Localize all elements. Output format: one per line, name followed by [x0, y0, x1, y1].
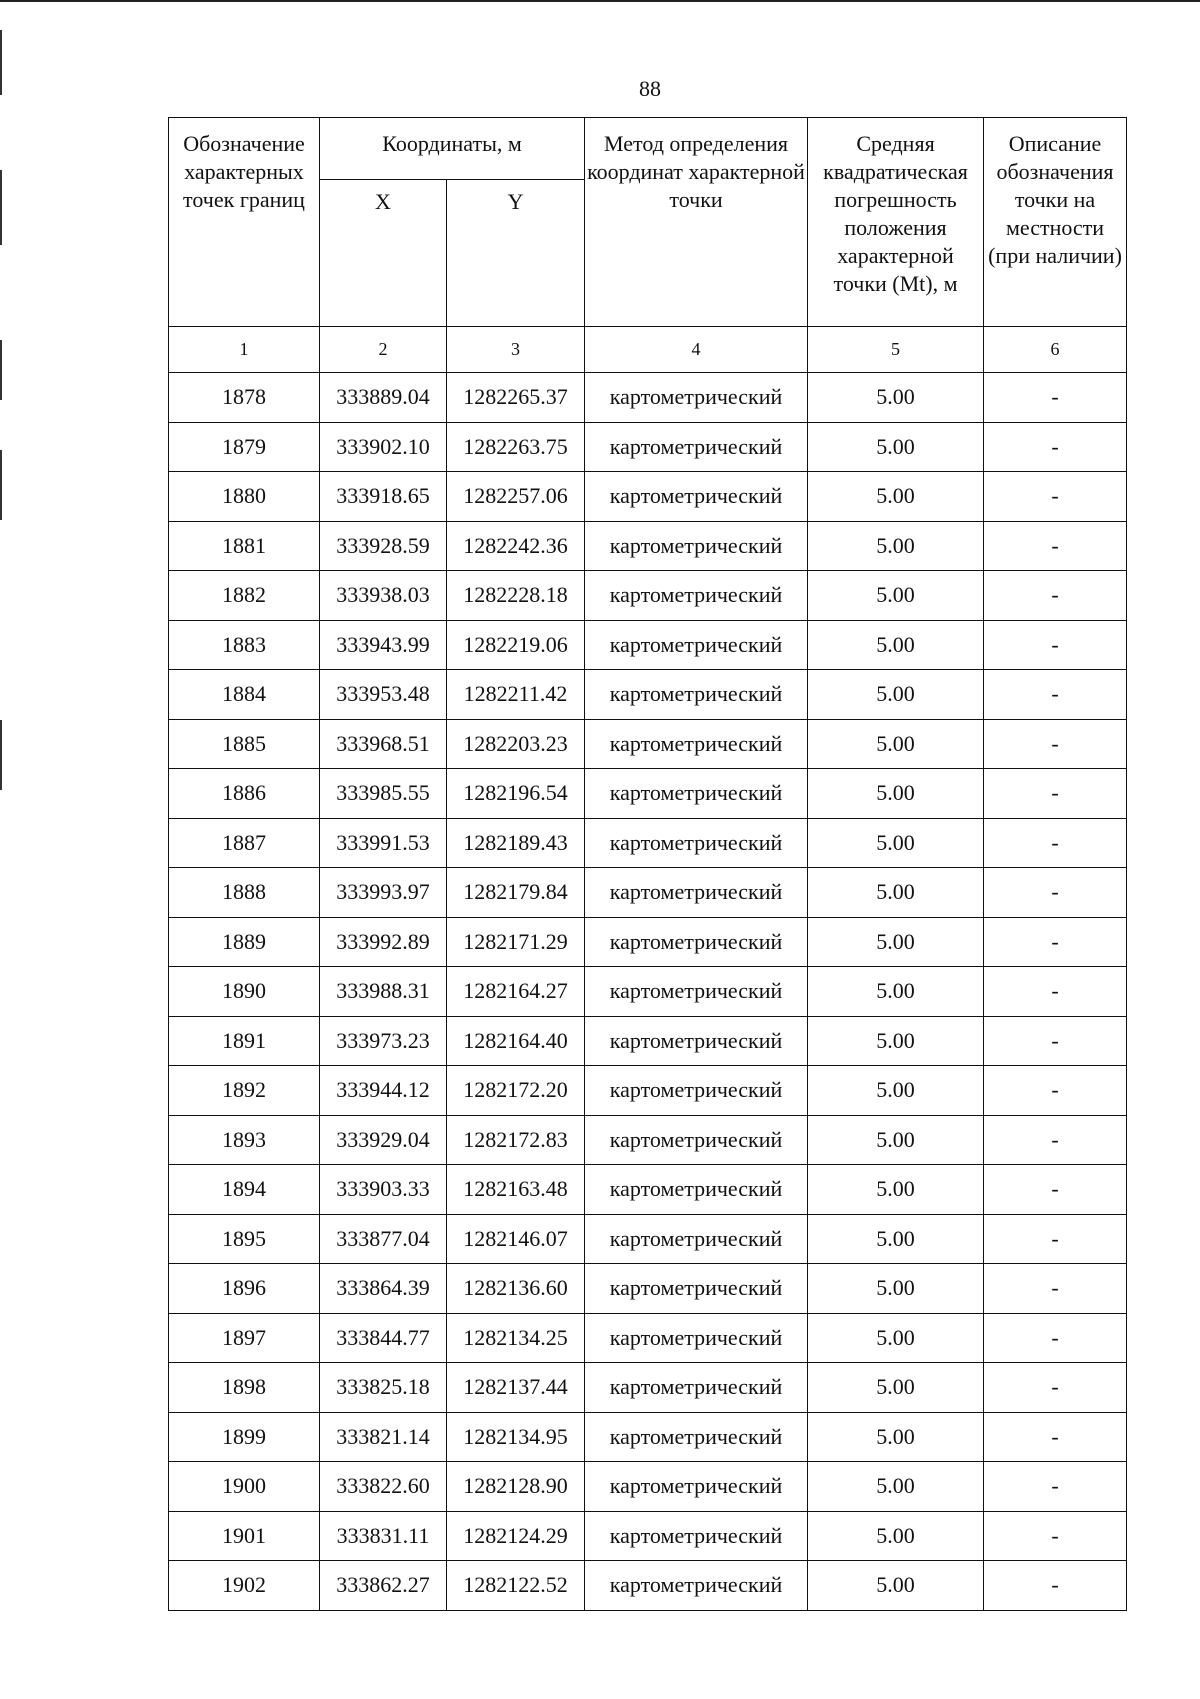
cell-y: 1282189.43 — [447, 818, 585, 868]
cell-x: 333831.11 — [320, 1511, 447, 1561]
cell-y: 1282136.60 — [447, 1264, 585, 1314]
cell-description: - — [984, 1313, 1127, 1363]
cell-point: 1902 — [169, 1561, 320, 1611]
column-number: 6 — [984, 327, 1127, 373]
cell-y: 1282128.90 — [447, 1462, 585, 1512]
table-row — [169, 670, 1127, 720]
table-row — [169, 1214, 1127, 1264]
cell-description: - — [984, 670, 1127, 720]
cell-point: 1891 — [169, 1016, 320, 1066]
cell-error: 5.00 — [808, 1115, 984, 1165]
table-row — [169, 472, 1127, 522]
cell-x: 333992.89 — [320, 917, 447, 967]
table-row — [169, 967, 1127, 1017]
cell-point: 1899 — [169, 1412, 320, 1462]
cell-y: 1282134.25 — [447, 1313, 585, 1363]
table-row — [169, 521, 1127, 571]
cell-y: 1282179.84 — [447, 868, 585, 918]
cell-method: картометрический — [585, 472, 808, 522]
header-method: Метод определения координат характерной точки — [585, 118, 808, 327]
table-row — [169, 620, 1127, 670]
cell-description: - — [984, 719, 1127, 769]
cell-error: 5.00 — [808, 818, 984, 868]
cell-point: 1892 — [169, 1066, 320, 1116]
cell-method: картометрический — [585, 1214, 808, 1264]
cell-point: 1901 — [169, 1511, 320, 1561]
column-number-row — [169, 327, 1127, 373]
cell-method: картометрический — [585, 917, 808, 967]
cell-method: картометрический — [585, 422, 808, 472]
cell-error: 5.00 — [808, 769, 984, 819]
table-body — [169, 373, 1127, 1611]
cell-point: 1890 — [169, 967, 320, 1017]
page-number: 88 — [639, 76, 661, 101]
column-number: 3 — [447, 327, 585, 373]
cell-error: 5.00 — [808, 472, 984, 522]
cell-description: - — [984, 917, 1127, 967]
column-number: 2 — [320, 327, 447, 373]
cell-x: 333844.77 — [320, 1313, 447, 1363]
cell-y: 1282211.42 — [447, 670, 585, 720]
cell-description: - — [984, 769, 1127, 819]
cell-method: картометрический — [585, 571, 808, 621]
cell-error: 5.00 — [808, 1016, 984, 1066]
cell-error: 5.00 — [808, 1412, 984, 1462]
column-number: 1 — [169, 327, 320, 373]
cell-x: 333825.18 — [320, 1363, 447, 1413]
cell-x: 333993.97 — [320, 868, 447, 918]
table-row — [169, 1066, 1127, 1116]
cell-x: 333943.99 — [320, 620, 447, 670]
cell-description: - — [984, 1016, 1127, 1066]
cell-method: картометрический — [585, 1561, 808, 1611]
cell-y: 1282265.37 — [447, 373, 585, 423]
cell-y: 1282122.52 — [447, 1561, 585, 1611]
cell-y: 1282263.75 — [447, 422, 585, 472]
cell-description: - — [984, 818, 1127, 868]
cell-description: - — [984, 571, 1127, 621]
header-x: X — [320, 180, 447, 327]
cell-error: 5.00 — [808, 620, 984, 670]
cell-description: - — [984, 472, 1127, 522]
cell-x: 333929.04 — [320, 1115, 447, 1165]
cell-x: 333918.65 — [320, 472, 447, 522]
cell-error: 5.00 — [808, 1511, 984, 1561]
cell-point: 1897 — [169, 1313, 320, 1363]
table-row — [169, 1016, 1127, 1066]
cell-error: 5.00 — [808, 1214, 984, 1264]
cell-method: картометрический — [585, 868, 808, 918]
cell-x: 333902.10 — [320, 422, 447, 472]
cell-y: 1282196.54 — [447, 769, 585, 819]
column-number: 4 — [585, 327, 808, 373]
cell-description: - — [984, 422, 1127, 472]
cell-method: картометрический — [585, 1016, 808, 1066]
cell-y: 1282164.27 — [447, 967, 585, 1017]
cell-y: 1282203.23 — [447, 719, 585, 769]
cell-x: 333985.55 — [320, 769, 447, 819]
cell-point: 1878 — [169, 373, 320, 423]
cell-y: 1282137.44 — [447, 1363, 585, 1413]
cell-error: 5.00 — [808, 1363, 984, 1413]
cell-description: - — [984, 868, 1127, 918]
cell-description: - — [984, 373, 1127, 423]
table-row — [169, 868, 1127, 918]
table-row — [169, 917, 1127, 967]
cell-method: картометрический — [585, 373, 808, 423]
header-y: Y — [447, 180, 585, 327]
cell-y: 1282146.07 — [447, 1214, 585, 1264]
cell-point: 1883 — [169, 620, 320, 670]
table-row — [169, 422, 1127, 472]
cell-x: 333877.04 — [320, 1214, 447, 1264]
table-row — [169, 1313, 1127, 1363]
cell-x: 333862.27 — [320, 1561, 447, 1611]
cell-y: 1282257.06 — [447, 472, 585, 522]
cell-error: 5.00 — [808, 373, 984, 423]
cell-point: 1882 — [169, 571, 320, 621]
cell-point: 1895 — [169, 1214, 320, 1264]
cell-method: картометрический — [585, 1412, 808, 1462]
cell-method: картометрический — [585, 1462, 808, 1512]
cell-description: - — [984, 967, 1127, 1017]
table-row — [169, 1363, 1127, 1413]
cell-point: 1887 — [169, 818, 320, 868]
cell-x: 333991.53 — [320, 818, 447, 868]
cell-description: - — [984, 1561, 1127, 1611]
cell-method: картометрический — [585, 620, 808, 670]
cell-description: - — [984, 1214, 1127, 1264]
cell-method: картометрический — [585, 719, 808, 769]
column-number: 5 — [808, 327, 984, 373]
cell-x: 333928.59 — [320, 521, 447, 571]
cell-x: 333973.23 — [320, 1016, 447, 1066]
scan-mark — [0, 340, 2, 400]
cell-error: 5.00 — [808, 1462, 984, 1512]
cell-method: картометрический — [585, 769, 808, 819]
header-coordinates: Координаты, м — [320, 118, 585, 180]
cell-error: 5.00 — [808, 868, 984, 918]
cell-description: - — [984, 521, 1127, 571]
cell-x: 333821.14 — [320, 1412, 447, 1462]
cell-method: картометрический — [585, 670, 808, 720]
cell-x: 333968.51 — [320, 719, 447, 769]
cell-error: 5.00 — [808, 917, 984, 967]
cell-method: картометрический — [585, 1115, 808, 1165]
cell-error: 5.00 — [808, 1561, 984, 1611]
scan-mark — [0, 170, 2, 245]
cell-y: 1282228.18 — [447, 571, 585, 621]
table-row — [169, 1561, 1127, 1611]
cell-point: 1893 — [169, 1115, 320, 1165]
cell-y: 1282219.06 — [447, 620, 585, 670]
cell-error: 5.00 — [808, 1313, 984, 1363]
cell-description: - — [984, 1363, 1127, 1413]
header-point: Обозначение характерных точек границ — [169, 118, 320, 327]
table-row — [169, 818, 1127, 868]
cell-point: 1900 — [169, 1462, 320, 1512]
cell-description: - — [984, 1511, 1127, 1561]
cell-point: 1884 — [169, 670, 320, 720]
cell-description: - — [984, 1264, 1127, 1314]
table-row — [169, 1462, 1127, 1512]
cell-point: 1881 — [169, 521, 320, 571]
cell-error: 5.00 — [808, 719, 984, 769]
cell-x: 333903.33 — [320, 1165, 447, 1215]
cell-y: 1282163.48 — [447, 1165, 585, 1215]
cell-point: 1894 — [169, 1165, 320, 1215]
table-row — [169, 1412, 1127, 1462]
cell-x: 333822.60 — [320, 1462, 447, 1512]
cell-method: картометрический — [585, 1066, 808, 1116]
cell-error: 5.00 — [808, 670, 984, 720]
cell-point: 1885 — [169, 719, 320, 769]
cell-y: 1282172.20 — [447, 1066, 585, 1116]
cell-y: 1282134.95 — [447, 1412, 585, 1462]
cell-error: 5.00 — [808, 967, 984, 1017]
scan-edge — [0, 0, 1200, 2]
header-error: Средняя квадратическая погрешность положения характерной точки (Mt), м — [808, 118, 984, 327]
cell-error: 5.00 — [808, 1066, 984, 1116]
cell-method: картометрический — [585, 1363, 808, 1413]
cell-y: 1282171.29 — [447, 917, 585, 967]
cell-point: 1888 — [169, 868, 320, 918]
cell-y: 1282124.29 — [447, 1511, 585, 1561]
table-row — [169, 1115, 1127, 1165]
cell-description: - — [984, 1115, 1127, 1165]
cell-y: 1282164.40 — [447, 1016, 585, 1066]
cell-description: - — [984, 1165, 1127, 1215]
cell-error: 5.00 — [808, 1165, 984, 1215]
cell-description: - — [984, 1412, 1127, 1462]
scan-mark — [0, 720, 2, 790]
cell-x: 333938.03 — [320, 571, 447, 621]
cell-method: картометрический — [585, 1511, 808, 1561]
table-row — [169, 1511, 1127, 1561]
table-row — [169, 719, 1127, 769]
cell-point: 1889 — [169, 917, 320, 967]
table-row — [169, 571, 1127, 621]
table-row — [169, 1165, 1127, 1215]
cell-point: 1879 — [169, 422, 320, 472]
cell-point: 1886 — [169, 769, 320, 819]
cell-method: картометрический — [585, 521, 808, 571]
cell-method: картометрический — [585, 818, 808, 868]
scan-mark — [0, 450, 2, 520]
cell-method: картометрический — [585, 967, 808, 1017]
cell-y: 1282172.83 — [447, 1115, 585, 1165]
cell-x: 333864.39 — [320, 1264, 447, 1314]
cell-description: - — [984, 620, 1127, 670]
table-row — [169, 769, 1127, 819]
header-description: Описание обозначения точки на местности (при наличии) — [984, 118, 1127, 327]
cell-point: 1880 — [169, 472, 320, 522]
table-row — [169, 1264, 1127, 1314]
cell-method: картометрический — [585, 1313, 808, 1363]
table-row — [169, 373, 1127, 423]
cell-x: 333944.12 — [320, 1066, 447, 1116]
cell-method: картометрический — [585, 1165, 808, 1215]
cell-description: - — [984, 1066, 1127, 1116]
cell-method: картометрический — [585, 1264, 808, 1314]
cell-error: 5.00 — [808, 422, 984, 472]
cell-y: 1282242.36 — [447, 521, 585, 571]
cell-point: 1896 — [169, 1264, 320, 1314]
cell-x: 333889.04 — [320, 373, 447, 423]
cell-error: 5.00 — [808, 1264, 984, 1314]
cell-x: 333953.48 — [320, 670, 447, 720]
coordinates-table — [168, 117, 1127, 1611]
cell-error: 5.00 — [808, 521, 984, 571]
cell-point: 1898 — [169, 1363, 320, 1413]
cell-description: - — [984, 1462, 1127, 1512]
cell-error: 5.00 — [808, 571, 984, 621]
cell-x: 333988.31 — [320, 967, 447, 1017]
